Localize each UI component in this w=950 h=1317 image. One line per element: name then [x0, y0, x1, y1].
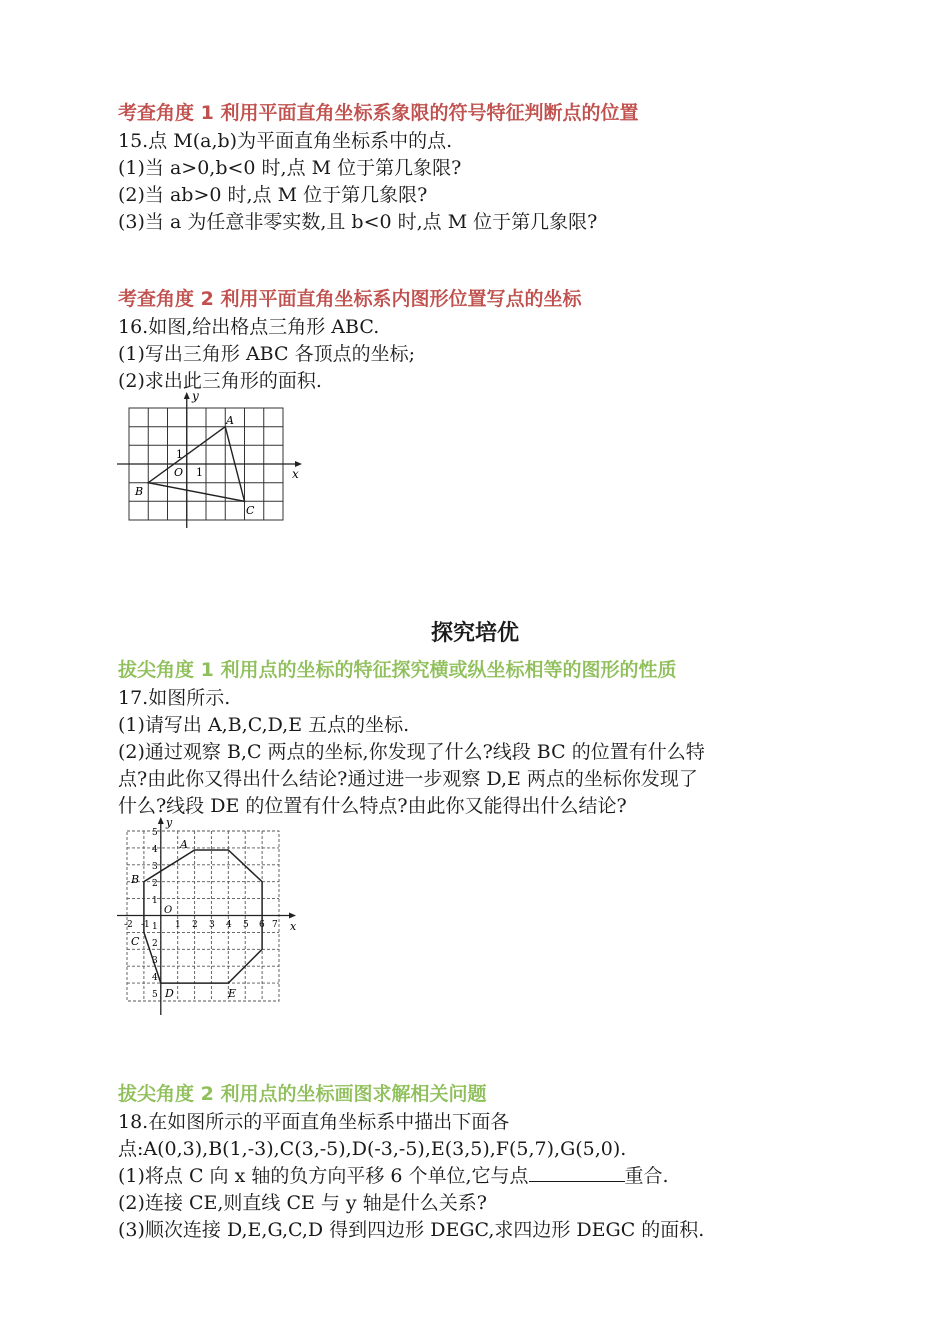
q18-part1-suffix: 重合. — [624, 1165, 669, 1187]
q15-part2: (2)当 ab>0 时,点 M 位于第几象限? — [118, 184, 428, 206]
q18-stem-line1: 18.在如图所示的平面直角坐标系中描出下面各 — [118, 1111, 510, 1133]
x-tick-label: 3 — [209, 920, 215, 930]
x-axis-label: x — [290, 920, 297, 933]
x-axis-arrow — [289, 913, 296, 919]
point-d-label: D — [165, 987, 174, 1000]
q17-part1: (1)请写出 A,B,C,D,E 五点的坐标. — [118, 714, 410, 736]
triangle-figure — [112, 388, 312, 528]
q18-part2: (2)连接 CE,则直线 CE 与 y 轴是什么关系? — [118, 1192, 487, 1214]
y-tick-labels — [152, 828, 158, 1000]
q18-part1 — [118, 1163, 669, 1189]
origin-label: O — [164, 905, 173, 916]
octagon — [144, 850, 262, 983]
x-tick-label: 6 — [259, 920, 265, 930]
q16-part2: (2)求出此三角形的面积. — [118, 370, 322, 392]
q18-part3: (3)顺次连接 D,E,G,C,D 得到四边形 DEGC,求四边形 DEGC 的面积. — [118, 1219, 705, 1241]
y-axis-arrow — [158, 817, 164, 824]
unit-y-label: 1 — [176, 448, 183, 461]
point-e-label: E — [228, 987, 237, 1000]
x-tick-label: 1 — [175, 920, 181, 930]
q16-part1: (1)写出三角形 ABC 各顶点的坐标; — [118, 343, 415, 365]
vertex-a-label: A — [226, 414, 234, 427]
section-title: 探究培优 — [430, 621, 519, 646]
x-tick-label: 4 — [226, 920, 232, 930]
point-c-label: C — [131, 935, 140, 948]
y-tick-label: 4 — [152, 973, 158, 983]
origin-label: O — [174, 466, 184, 479]
y-tick-label: 3 — [152, 956, 158, 966]
x-axis-label: x — [292, 467, 299, 481]
y-tick-label: 5 — [152, 828, 158, 838]
y-tick-label: 1 — [152, 896, 158, 906]
axes — [117, 396, 298, 528]
octagon-figure — [112, 815, 308, 1017]
y-tick-label: 2 — [152, 939, 158, 949]
x-tick-label: -2 — [124, 920, 133, 930]
point-a-label: A — [180, 838, 188, 851]
unit-x-label: 1 — [196, 466, 203, 479]
q15-stem: 15.点 M(a,b)为平面直角坐标系中的点. — [118, 130, 453, 152]
q17-stem: 17.如图所示. — [118, 687, 231, 709]
y-tick-label: 2 — [152, 879, 158, 889]
point-b-label: B — [131, 873, 140, 886]
q15-part1: (1)当 a>0,b<0 时,点 M 位于第几象限? — [118, 157, 462, 179]
x-tick-label: 7 — [272, 920, 278, 930]
y-tick-label: 5 — [152, 990, 158, 1000]
q17-part2-line2: 点?由此你又得出什么结论?通过进一步观察 D,E 两点的坐标你发现了 — [118, 768, 698, 790]
y-axis-label: y — [192, 389, 199, 403]
y-axis-arrow — [184, 392, 190, 399]
vertex-b-label: B — [135, 485, 144, 498]
y-tick-label: 1 — [152, 922, 158, 932]
section-heading-1: 考查角度 1 利用平面直角坐标系象限的符号特征判断点的位置 — [118, 102, 639, 124]
section-heading-3: 拔尖角度 1 利用点的坐标的特征探究横或纵坐标相等的图形的性质 — [118, 659, 677, 681]
x-tick-labels — [124, 920, 278, 930]
section-heading-4: 拔尖角度 2 利用点的坐标画图求解相关问题 — [118, 1083, 487, 1105]
q15-part3: (3)当 a 为任意非零实数,且 b<0 时,点 M 位于第几象限? — [118, 211, 598, 233]
section-heading-2: 考查角度 2 利用平面直角坐标系内图形位置写点的坐标 — [118, 288, 582, 310]
q17-part2-line3: 什么?线段 DE 的位置有什么特点?由此你又能得出什么结论? — [118, 795, 627, 817]
y-tick-label: 3 — [152, 862, 158, 872]
q18-stem-line2: 点:A(0,3),B(1,-3),C(3,-5),D(-3,-5),E(3,5),F(5,7),G(5,0). — [118, 1138, 627, 1160]
vertex-c-label: C — [246, 504, 255, 517]
x-tick-label: -1 — [141, 920, 150, 930]
y-axis-label: y — [166, 816, 173, 829]
x-tick-label: 2 — [192, 920, 198, 930]
y-tick-label: 4 — [152, 845, 158, 855]
q16-stem: 16.如图,给出格点三角形 ABC. — [118, 316, 380, 338]
q17-part2-line1: (2)通过观察 B,C 两点的坐标,你发现了什么?线段 BC 的位置有什么特 — [118, 741, 705, 763]
answer-blank[interactable] — [529, 1163, 625, 1182]
x-tick-label: 5 — [243, 920, 249, 930]
q18-part1-prefix: (1)将点 C 向 x 轴的负方向平移 6 个单位,它与点 — [118, 1165, 529, 1187]
